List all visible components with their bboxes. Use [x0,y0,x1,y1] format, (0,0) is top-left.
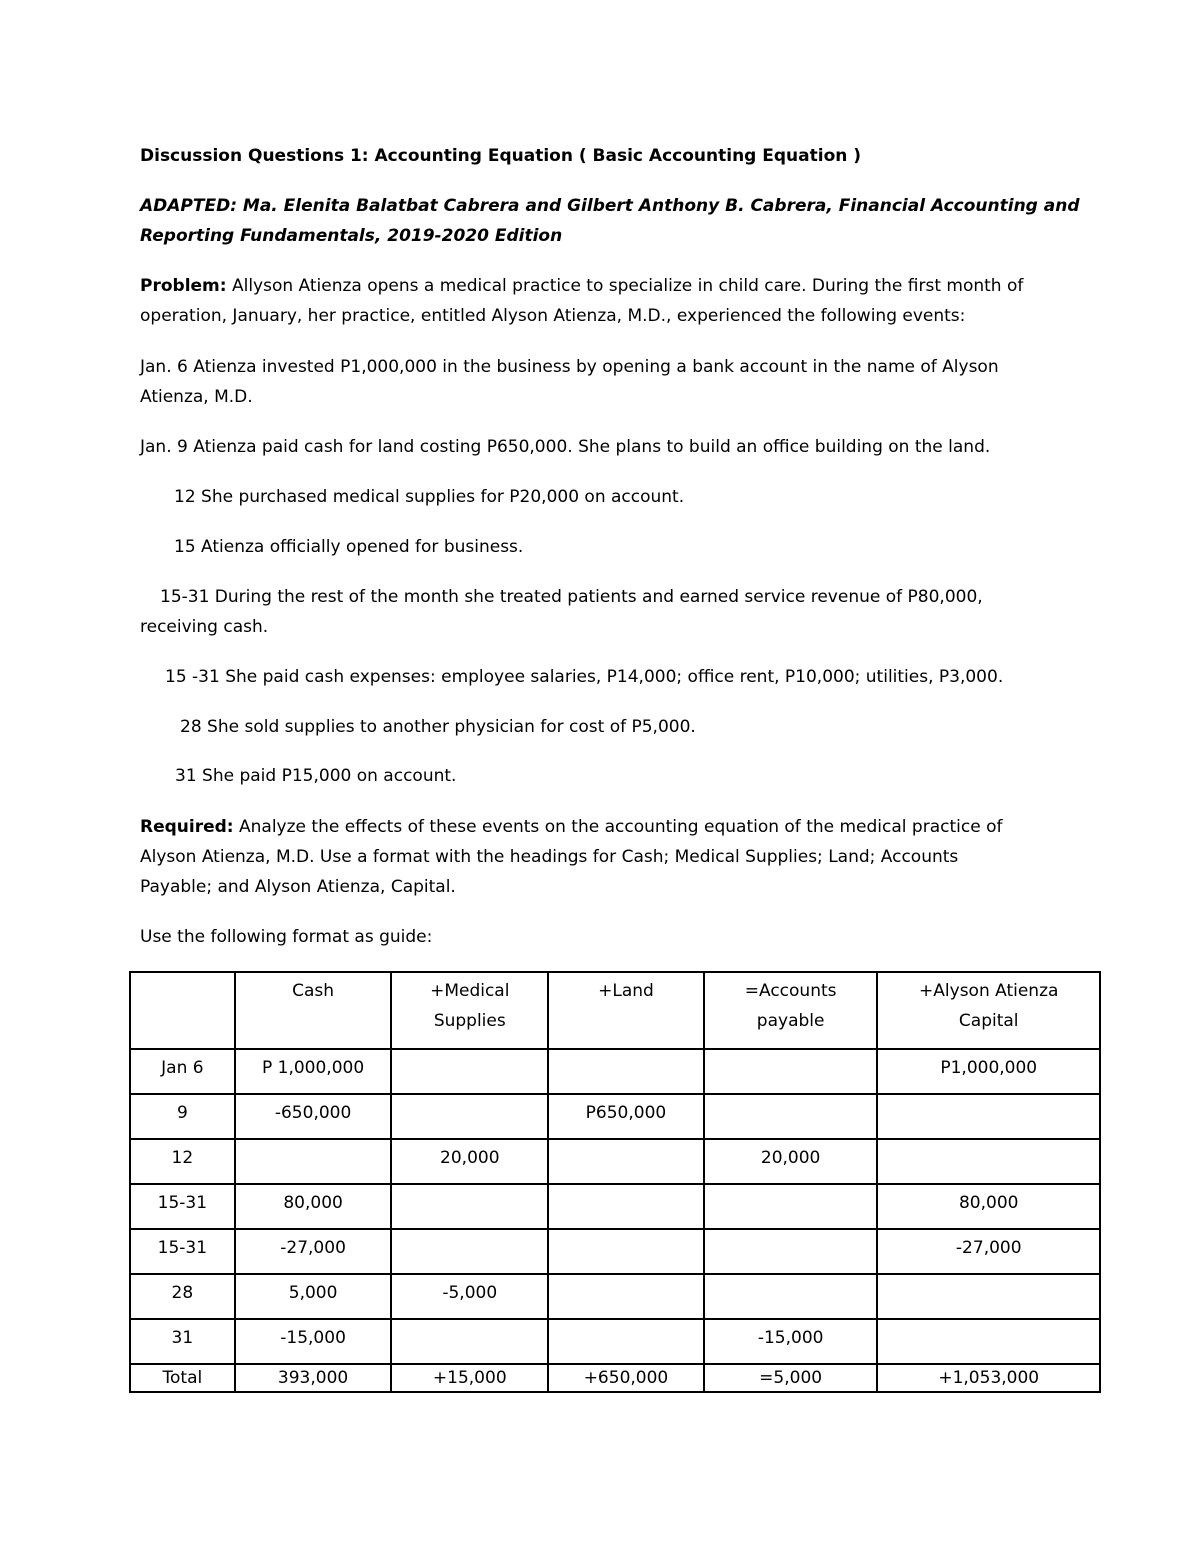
table-cell [548,1184,704,1229]
header-line-1: Cash [292,981,335,1001]
table-cell: 80,000 [235,1184,392,1229]
header-line-1: =Accounts [744,981,837,1001]
table-cell [235,1139,392,1184]
header-line-2: payable [756,1011,825,1031]
event-15: 15 Atienza officially opened for business. [174,537,524,557]
table-cell [391,1184,548,1229]
table-cell: 20,000 [704,1139,878,1184]
adapted-line-2: Reporting Fundamentals, 2019-2020 Edition [140,226,563,246]
required-label: Required: [140,817,234,837]
header-line-2: Supplies [433,1011,506,1031]
table-header-cell [130,972,235,1049]
header-line-2: Capital [958,1011,1019,1031]
table-cell [877,1274,1100,1319]
table-cell: P1,000,000 [877,1049,1100,1094]
accounting-equation-table [129,971,1101,1393]
table-cell: -650,000 [235,1094,392,1139]
table-cell [391,1229,548,1274]
table-header-cell [391,972,548,1049]
table-cell: 12 [130,1139,235,1184]
table-cell [877,1319,1100,1364]
header-line-1: +Medical [430,981,510,1001]
problem-label: Problem: [140,276,227,296]
table-row [130,1274,1100,1319]
table-cell [704,1049,878,1094]
page-title: Discussion Questions 1: Accounting Equation ( Basic Accounting Equation ) [140,146,862,166]
table-cell: =5,000 [704,1364,878,1392]
required-line-1 [140,812,1002,842]
table-cell [391,1049,548,1094]
table-cell: +1,053,000 [877,1364,1100,1392]
table-cell: Total [130,1364,235,1392]
table-row [130,1094,1100,1139]
table-row [130,1319,1100,1364]
event-12: 12 She purchased medical supplies for P20,000 on account. [174,487,685,507]
table-row [130,1049,1100,1094]
table-header-cell [704,972,878,1049]
header-line-1: +Land [598,981,654,1001]
table-cell: P 1,000,000 [235,1049,392,1094]
table-cell [877,1094,1100,1139]
table-header-cell [877,972,1100,1049]
table-row [130,1184,1100,1229]
table-cell: 5,000 [235,1274,392,1319]
required-line-2: Alyson Atienza, M.D. Use a format with the headings for Cash; Medical Supplies; Land; Accounts [140,847,959,867]
event-28: 28 She sold supplies to another physician for cost of P5,000. [180,717,696,737]
table-cell [548,1229,704,1274]
event-jan6-line-2: Atienza, M.D. [140,387,253,407]
table-cell [548,1319,704,1364]
table-cell: 15-31 [130,1184,235,1229]
guide-text: Use the following format as guide: [140,927,433,947]
problem-line-2: operation, January, her practice, entitled Alyson Atienza, M.D., experienced the following events: [140,306,966,326]
table-cell [391,1094,548,1139]
table-cell: P650,000 [548,1094,704,1139]
event-31: 31 She paid P15,000 on account. [175,766,457,786]
table-cell: -15,000 [704,1319,878,1364]
table-cell: 20,000 [391,1139,548,1184]
required-text-1: Analyze the effects of these events on the accounting equation of the medical practice of [233,817,1003,837]
header-line-1: +Alyson Atienza [919,981,1059,1001]
table-cell [548,1049,704,1094]
table-cell: -27,000 [877,1229,1100,1274]
event-15-31-revenue-line-2: receiving cash. [140,617,269,637]
table-cell: 15-31 [130,1229,235,1274]
table-cell: 393,000 [235,1364,392,1392]
table-cell [704,1094,878,1139]
table-cell [548,1139,704,1184]
table-header-cell [235,972,392,1049]
event-jan9: Jan. 9 Atienza paid cash for land costing P650,000. She plans to build an office building on the land. [140,437,991,457]
table-row [130,1139,1100,1184]
table-header-row [130,972,1100,1049]
table-cell [391,1319,548,1364]
table-cell [704,1274,878,1319]
table-cell [877,1139,1100,1184]
table-cell: 80,000 [877,1184,1100,1229]
table-cell: -27,000 [235,1229,392,1274]
table-body [130,972,1100,1392]
problem-line-1 [140,271,1023,301]
table-cell: 31 [130,1319,235,1364]
event-15-31-revenue-line-1: 15-31 During the rest of the month she treated patients and earned service revenue of P80,000, [160,587,983,607]
table-cell: -5,000 [391,1274,548,1319]
table-cell [548,1274,704,1319]
table-cell: -15,000 [235,1319,392,1364]
table-cell: 28 [130,1274,235,1319]
table-row [130,1229,1100,1274]
table-header-cell [548,972,704,1049]
required-line-3: Payable; and Alyson Atienza, Capital. [140,877,456,897]
table-cell [704,1229,878,1274]
event-jan6-line-1: Jan. 6 Atienza invested P1,000,000 in the business by opening a bank account in the name of Alyson [140,357,999,377]
table-cell [704,1184,878,1229]
problem-text-1: Allyson Atienza opens a medical practice to specialize in child care. During the first month of [226,276,1024,296]
table-cell: 9 [130,1094,235,1139]
table-cell: +15,000 [391,1364,548,1392]
event-15-31-expenses: 15 -31 She paid cash expenses: employee salaries, P14,000; office rent, P10,000; utilities, P3,000. [165,667,1004,687]
table-cell: +650,000 [548,1364,704,1392]
adapted-line-1: ADAPTED: Ma. Elenita Balatbat Cabrera and Gilbert Anthony B. Cabrera, Financial Accounting and [140,196,1080,216]
table-row [130,1364,1100,1392]
table-cell: Jan 6 [130,1049,235,1094]
